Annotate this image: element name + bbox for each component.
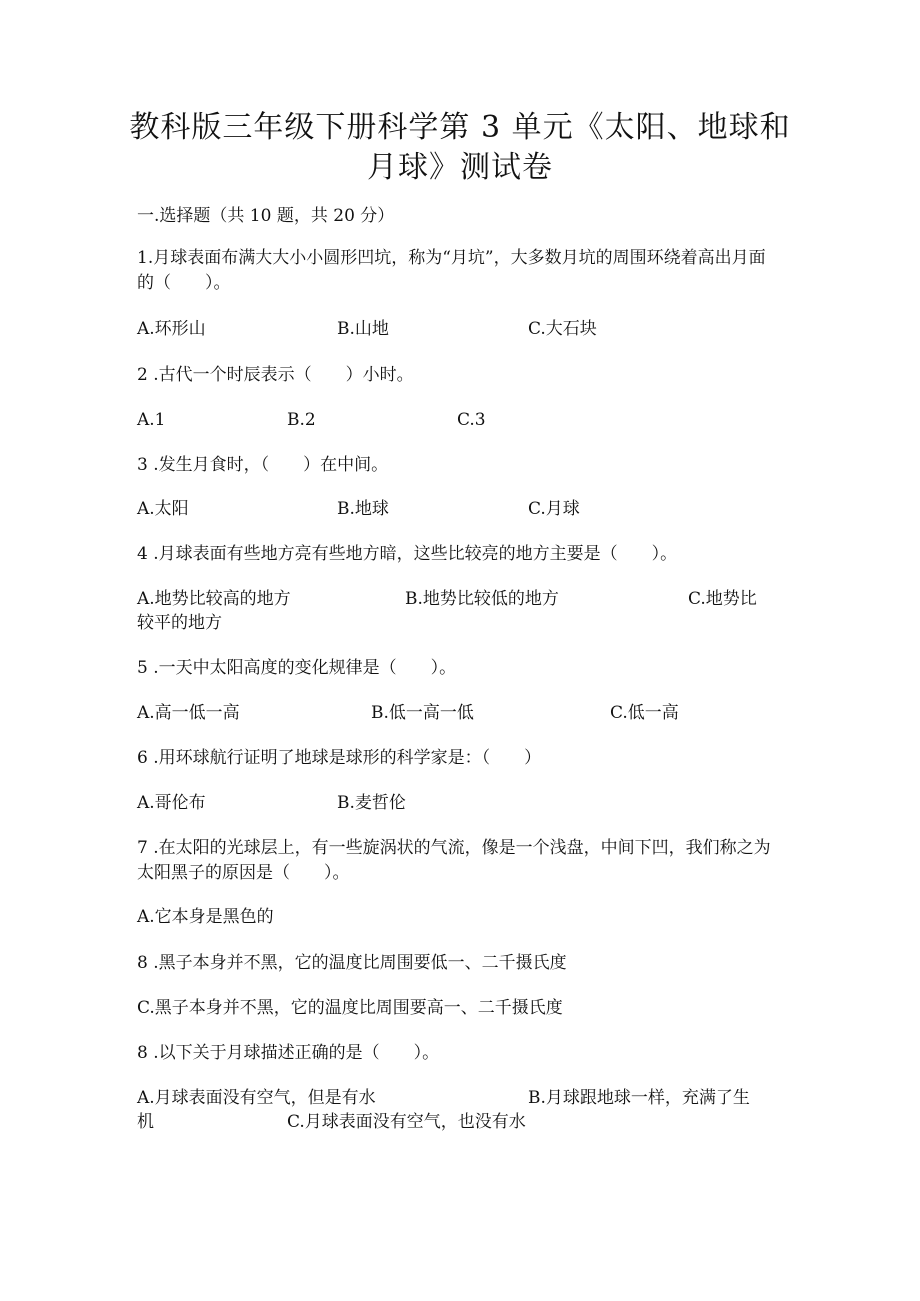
q2-option-c: C.3: [457, 410, 486, 430]
q4-option-c-continued: 较平的地方: [137, 613, 222, 633]
q4-option-b: B.地势比较低的地方: [405, 589, 559, 609]
question-7: 7 .在太阳的光球层上，有一些旋涡状的气流，像是一个浅盘，中间下凹，我们称之为太阳黑子的原因是（ ）。: [137, 838, 771, 883]
q6-option-a: A.哥伦布: [137, 793, 206, 813]
q5-option-a: A.高一低一高: [137, 703, 240, 723]
q1-option-a: A.环形山: [137, 319, 206, 339]
q8-option-b-continued: 机: [137, 1112, 154, 1132]
section-heading: 一.选择题（共 10 题，共 20 分）: [137, 206, 395, 226]
q7-option-c: C.黑子本身并不黑，它的温度比周围要高一、二千摄氏度: [137, 998, 563, 1018]
question-4: 4 .月球表面有些地方亮有些地方暗，这些比较亮的地方主要是（ ）。: [137, 544, 678, 564]
q1-option-c: C.大石块: [528, 319, 597, 339]
q4-option-a: A.地势比较高的地方: [137, 589, 291, 609]
q3-option-a: A.太阳: [137, 499, 189, 519]
q3-option-b: B.地球: [337, 499, 389, 519]
q5-option-b: B.低一高一低: [371, 703, 474, 723]
q8-option-b: B.月球跟地球一样，充满了生: [528, 1088, 750, 1108]
q3-option-c: C.月球: [528, 499, 580, 519]
q8-option-a: A.月球表面没有空气，但是有水: [137, 1088, 376, 1108]
q4-option-c: C.地势比: [688, 589, 757, 609]
q7-option-b: 8 .黑子本身并不黑，它的温度比周围要低一、二千摄氏度: [137, 953, 567, 973]
q7-option-a: A.它本身是黑色的: [137, 907, 274, 927]
question-5: 5 .一天中太阳高度的变化规律是（ ）。: [137, 658, 457, 678]
question-2: 2 .古代一个时辰表示（ ）小时。: [137, 365, 414, 385]
q2-option-a: A.1: [137, 410, 166, 430]
q2-option-b: B.2: [287, 410, 316, 430]
q5-option-c: C.低一高: [610, 703, 679, 723]
question-1: 1.月球表面布满大大小小圆形凹坑，称为“月坑”，大多数月坑的周围环绕着高出月面的（ ）。: [137, 248, 766, 293]
page-title: 教科版三年级下册科学第 3 单元《太阳、地球和月球》测试卷: [129, 110, 791, 185]
question-3: 3 .发生月食时，（ ）在中间。: [137, 455, 389, 475]
question-8: 8 .以下关于月球描述正确的是（ ）。: [137, 1043, 440, 1063]
q8-option-c: C.月球表面没有空气，也没有水: [287, 1112, 526, 1132]
question-6: 6 .用环球航行证明了地球是球形的科学家是：（ ）: [137, 748, 542, 768]
q6-option-b: B.麦哲伦: [337, 793, 406, 813]
q1-option-b: B.山地: [337, 319, 389, 339]
